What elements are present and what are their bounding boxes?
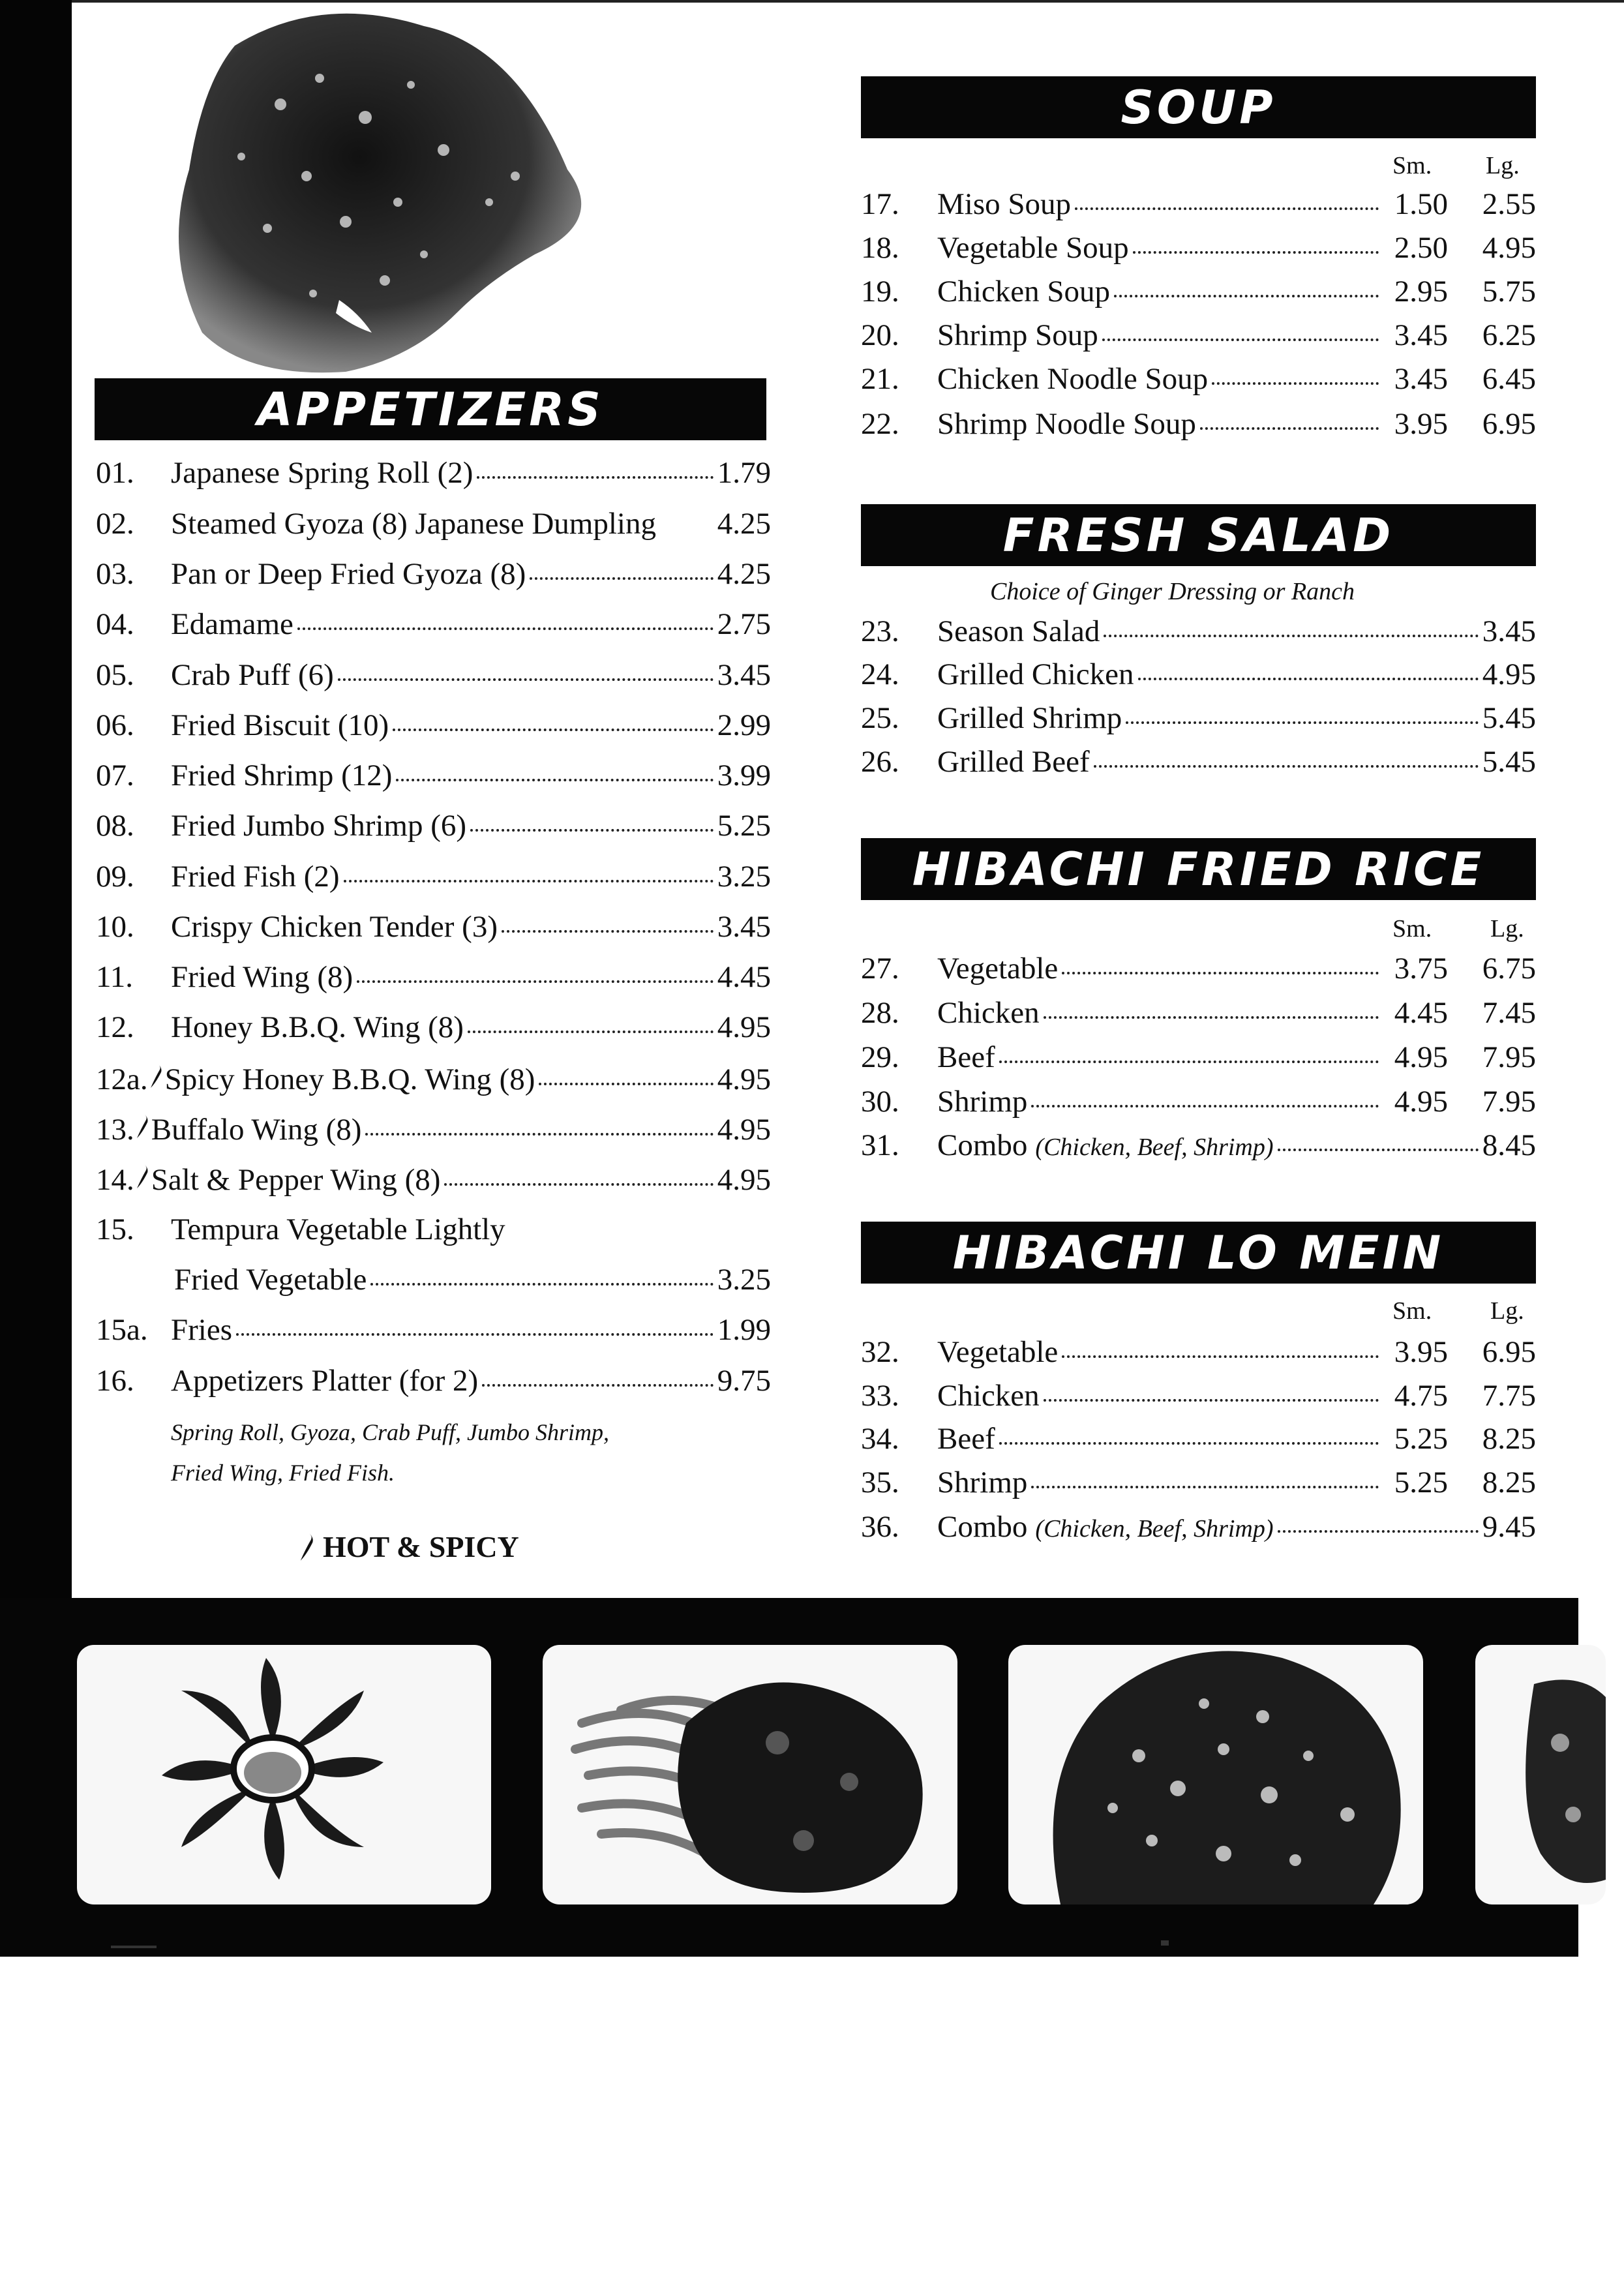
item-number: 03.: [96, 557, 134, 591]
small-price: 1.50: [1394, 187, 1448, 221]
dot-leader: [1031, 1486, 1379, 1488]
item-name: Japanese Spring Roll (2): [171, 456, 474, 490]
fried_rice-item: [861, 998, 1536, 1029]
appetizer-item: [96, 1214, 771, 1245]
item-number: 27.: [861, 952, 899, 986]
small-price: 4.95: [1394, 1040, 1448, 1074]
item-price: 1.99: [717, 1313, 771, 1347]
small-price: 2.95: [1394, 275, 1448, 309]
soup-lg-label: Lg.: [1486, 152, 1520, 179]
item-price: 3.25: [717, 1263, 771, 1297]
item-name: Fried Biscuit (10): [171, 708, 389, 742]
appetizer-item: [96, 1315, 771, 1346]
item-name: Miso Soup: [937, 187, 1072, 221]
item-number: 31.: [861, 1128, 899, 1162]
item-name: Beef: [937, 1040, 995, 1074]
small-price: 4.45: [1394, 996, 1448, 1030]
item-number: 01.: [96, 456, 134, 490]
item-number: 02.: [96, 507, 134, 541]
combo-detail: (Chicken, Beef, Shrimp): [1035, 1134, 1274, 1161]
lo_mein-combo-item: [861, 1512, 1536, 1543]
item-number: 34.: [861, 1422, 899, 1456]
item-name: Honey B.B.Q. Wing (8): [171, 1010, 464, 1044]
item-name: Shrimp Soup: [937, 318, 1098, 352]
item-number: 05.: [96, 658, 134, 692]
lo-mein-sm-label: Sm.: [1392, 1297, 1432, 1325]
dot-leader: [477, 476, 713, 479]
appetizer-item: [96, 458, 771, 489]
dot-leader: [1212, 382, 1379, 385]
small-price: 3.75: [1394, 952, 1448, 986]
item-number: 11.: [96, 960, 134, 994]
item-number: 15.: [96, 1212, 134, 1246]
item-number: 24.: [861, 657, 899, 691]
salad-item: [861, 616, 1536, 647]
small-price: 4.95: [1394, 1085, 1448, 1119]
appetizer-item: [96, 962, 771, 993]
platter-note-line-2: Fried Wing, Fried Fish.: [171, 1460, 395, 1486]
item-name: Fries: [171, 1313, 232, 1347]
item-number: 20.: [861, 318, 899, 352]
appetizer-item: [96, 1164, 771, 1196]
item-price: 4.95: [717, 1062, 771, 1096]
fried-food-photo: [150, 7, 620, 385]
item-price: 3.45: [1482, 614, 1536, 648]
item-name: Combo: [937, 1510, 1028, 1544]
large-price: 6.95: [1482, 407, 1536, 441]
appetizer-item: [96, 1366, 771, 1396]
large-price: 7.95: [1482, 1085, 1536, 1119]
item-number: 32.: [861, 1335, 899, 1369]
small-price: 2.50: [1394, 231, 1448, 265]
dot-leader: [468, 1031, 714, 1033]
small-price: 4.75: [1394, 1379, 1448, 1413]
dot-leader: [338, 678, 714, 681]
item-name: Fried Wing (8): [171, 960, 353, 994]
dot-leader: [1044, 1399, 1379, 1402]
chili-pepper-icon: [149, 1063, 162, 1089]
appetizers-header: APPETIZERS: [95, 378, 766, 440]
soup-item: [861, 277, 1536, 307]
lo_mein-item: [861, 1337, 1536, 1368]
large-price: 2.55: [1482, 187, 1536, 221]
item-price: 3.99: [717, 759, 771, 792]
item-name: Edamame: [171, 607, 293, 641]
item-number: 13.: [96, 1113, 134, 1147]
dumpling-flower-photo: [77, 1645, 491, 1904]
small-price: 3.95: [1394, 1335, 1448, 1369]
dot-leader: [1031, 1105, 1379, 1107]
fried_rice-combo-item: [861, 1130, 1536, 1161]
item-number: 23.: [861, 614, 899, 648]
large-price: 6.75: [1482, 952, 1536, 986]
item-name: Spicy Honey B.B.Q. Wing (8): [164, 1062, 535, 1096]
dot-leader: [1044, 1016, 1379, 1019]
item-price: 1.79: [717, 456, 771, 490]
dot-leader: [1114, 295, 1379, 297]
edamame-photo: [543, 1645, 957, 1904]
dot-leader: [357, 980, 714, 983]
dot-leader: [1138, 678, 1479, 680]
item-price: 4.45: [717, 960, 771, 994]
appetizer-item: [96, 862, 771, 892]
appetizer-item: [96, 912, 771, 942]
salad-item: [861, 659, 1536, 690]
item-name: Tempura Vegetable Lightly: [171, 1212, 505, 1246]
item-number: 15a.: [96, 1313, 148, 1347]
lo-mein-lg-label: Lg.: [1490, 1297, 1524, 1325]
dot-leader: [999, 1061, 1379, 1063]
item-number: 28.: [861, 996, 899, 1030]
item-price: 3.25: [717, 860, 771, 894]
item-name: Shrimp Noodle Soup: [937, 407, 1196, 441]
item-number: 14.: [96, 1163, 134, 1197]
dot-leader: [1062, 1355, 1379, 1358]
item-name: Shrimp: [937, 1466, 1028, 1499]
appetizer-item: [96, 1063, 771, 1095]
appetizer-item: [96, 1113, 771, 1145]
item-number: 12a.: [96, 1062, 148, 1096]
appetizer-item: [96, 1265, 771, 1295]
dot-leader: [1278, 1530, 1479, 1533]
item-number: 09.: [96, 860, 134, 894]
appetizer-item: [96, 660, 771, 691]
item-price: 3.45: [717, 658, 771, 692]
item-number: 35.: [861, 1466, 899, 1499]
item-price: 4.25: [717, 507, 771, 541]
partial-food-photo: [1475, 1645, 1606, 1904]
food-photo-strip: [0, 1598, 1578, 1957]
soup-sm-label: Sm.: [1392, 152, 1432, 179]
fried_rice-item: [861, 1042, 1536, 1073]
large-price: 6.25: [1482, 318, 1536, 352]
dot-leader: [1126, 721, 1478, 724]
item-number: 29.: [861, 1040, 899, 1074]
item-number: 22.: [861, 407, 899, 441]
dot-leader: [297, 627, 714, 630]
item-number: 06.: [96, 708, 134, 742]
soup-item: [861, 320, 1536, 351]
item-name: Chicken: [937, 1379, 1040, 1413]
soup-item: [861, 364, 1536, 395]
item-price: 4.95: [717, 1010, 771, 1044]
fried-rice-header: HIBACHI FRIED RICE: [861, 838, 1536, 900]
salad-dressing-note: Choice of Ginger Dressing or Ranch: [990, 578, 1355, 605]
item-name: Buffalo Wing (8): [151, 1113, 362, 1147]
fried-rice-lg-label: Lg.: [1490, 915, 1524, 942]
dot-leader: [344, 880, 714, 882]
lo_mein-item: [861, 1468, 1536, 1498]
item-number: 12.: [96, 1010, 134, 1044]
chili-pepper-icon: [298, 1532, 315, 1562]
soup-item: [861, 409, 1536, 440]
item-number: 25.: [861, 701, 899, 735]
fried_rice-item: [861, 1087, 1536, 1117]
item-name: Combo: [937, 1128, 1028, 1162]
item-number: 33.: [861, 1379, 899, 1413]
item-name: Chicken: [937, 996, 1040, 1030]
soup-item: [861, 189, 1536, 220]
scan-specks: [111, 1940, 1220, 1960]
dot-leader: [1200, 427, 1379, 430]
item-name: Vegetable: [937, 952, 1059, 986]
scan-top-edge: [0, 0, 1624, 3]
item-number: 30.: [861, 1085, 899, 1119]
small-price: 5.25: [1394, 1422, 1448, 1456]
chili-pepper-icon: [136, 1113, 149, 1139]
item-number: 10.: [96, 910, 134, 944]
item-name: Vegetable: [937, 1335, 1059, 1369]
hot-spicy-label: HOT & SPICY: [323, 1530, 519, 1563]
dot-leader: [365, 1133, 713, 1136]
dot-leader: [1278, 1149, 1479, 1151]
dot-leader: [530, 577, 714, 580]
item-name: Crab Puff (6): [171, 658, 334, 692]
appetizer-item: [96, 509, 771, 539]
appetizer-item: [96, 760, 771, 791]
dot-leader: [482, 1384, 714, 1387]
item-name: Appetizers Platter (for 2): [171, 1364, 479, 1398]
platter-note-line-1: Spring Roll, Gyoza, Crab Puff, Jumbo Shrimp,: [171, 1419, 609, 1445]
item-name: Grilled Beef: [937, 745, 1090, 779]
appetizer-item: [96, 559, 771, 590]
item-price: 3.45: [717, 910, 771, 944]
salad-item: [861, 747, 1536, 777]
item-number: 21.: [861, 362, 899, 396]
dot-leader: [370, 1283, 713, 1286]
item-price: 4.95: [717, 1163, 771, 1197]
item-price: 9.75: [717, 1364, 771, 1398]
item-name: Fried Fish (2): [171, 860, 340, 894]
fried-rice-sm-label: Sm.: [1392, 915, 1432, 942]
item-price: 2.99: [717, 708, 771, 742]
dot-leader: [396, 779, 713, 781]
dot-leader: [1133, 251, 1379, 254]
fresh-salad-header: FRESH SALAD: [861, 504, 1536, 566]
dot-leader: [502, 930, 714, 933]
large-price: 6.45: [1482, 362, 1536, 396]
item-name: Shrimp: [937, 1085, 1028, 1119]
item-name: Fried Jumbo Shrimp (6): [171, 809, 467, 843]
dot-leader: [393, 729, 714, 731]
dot-leader: [1062, 972, 1379, 974]
item-name: Crispy Chicken Tender (3): [171, 910, 498, 944]
combo-price: 9.45: [1482, 1510, 1536, 1544]
large-price: 5.75: [1482, 275, 1536, 309]
item-number: 17.: [861, 187, 899, 221]
item-price: 5.45: [1482, 745, 1536, 779]
item-name: Season Salad: [937, 614, 1100, 648]
item-name: Vegetable Soup: [937, 231, 1129, 265]
item-name: Fried Vegetable: [174, 1263, 367, 1297]
dot-leader: [539, 1083, 713, 1085]
item-number: 26.: [861, 745, 899, 779]
item-price: 5.25: [717, 809, 771, 843]
item-price: 2.75: [717, 607, 771, 641]
dot-leader: [1104, 635, 1478, 637]
chili-pepper-icon: [136, 1164, 149, 1190]
large-price: 7.95: [1482, 1040, 1536, 1074]
dot-leader: [444, 1183, 713, 1186]
item-name: Chicken Noodle Soup: [937, 362, 1209, 396]
large-price: 6.95: [1482, 1335, 1536, 1369]
lo_mein-item: [861, 1381, 1536, 1411]
item-price: 4.95: [717, 1113, 771, 1147]
fried_rice-item: [861, 954, 1536, 984]
small-price: 3.45: [1394, 362, 1448, 396]
item-number: 19.: [861, 275, 899, 309]
item-price: 5.45: [1482, 701, 1536, 735]
combo-detail: (Chicken, Beef, Shrimp): [1035, 1515, 1274, 1543]
small-price: 5.25: [1394, 1466, 1448, 1499]
lo_mein-item: [861, 1424, 1536, 1454]
dot-leader: [470, 829, 714, 832]
dot-leader: [1102, 339, 1379, 341]
large-price: 7.75: [1482, 1379, 1536, 1413]
dot-leader: [999, 1442, 1379, 1445]
hot-spicy-legend: [297, 1529, 519, 1564]
small-price: 3.45: [1394, 318, 1448, 352]
item-number: 07.: [96, 759, 134, 792]
appetizer-item: [96, 1012, 771, 1043]
item-number: 08.: [96, 809, 134, 843]
small-price: 3.95: [1394, 407, 1448, 441]
appetizer-item: [96, 609, 771, 640]
soup-item: [861, 233, 1536, 263]
soup-header: SOUP: [861, 76, 1536, 138]
large-price: 8.25: [1482, 1422, 1536, 1456]
item-name: Pan or Deep Fried Gyoza (8): [171, 557, 526, 591]
item-number: 18.: [861, 231, 899, 265]
item-number: 16.: [96, 1364, 134, 1398]
item-name: Fried Shrimp (12): [171, 759, 393, 792]
dot-leader: [1075, 207, 1379, 210]
item-name: Salt & Pepper Wing (8): [151, 1163, 441, 1197]
appetizer-item: [96, 710, 771, 741]
large-price: 7.45: [1482, 996, 1536, 1030]
item-price: 4.95: [1482, 657, 1536, 691]
item-number: 04.: [96, 607, 134, 641]
dot-leader: [1094, 765, 1479, 768]
appetizer-item: [96, 811, 771, 841]
item-name: Steamed Gyoza (8) Japanese Dumpling: [171, 507, 656, 541]
combo-price: 8.45: [1482, 1128, 1536, 1162]
large-price: 8.25: [1482, 1466, 1536, 1499]
dot-leader: [236, 1333, 714, 1336]
lo-mein-header: HIBACHI LO MEIN: [861, 1222, 1536, 1284]
item-name: Grilled Chicken: [937, 657, 1134, 691]
item-name: Beef: [937, 1422, 995, 1456]
item-price: 4.25: [717, 557, 771, 591]
item-name: Chicken Soup: [937, 275, 1111, 309]
fried-rice-photo: [1008, 1645, 1423, 1904]
item-name: Grilled Shrimp: [937, 701, 1122, 735]
salad-item: [861, 703, 1536, 734]
item-number: 36.: [861, 1510, 899, 1544]
large-price: 4.95: [1482, 231, 1536, 265]
